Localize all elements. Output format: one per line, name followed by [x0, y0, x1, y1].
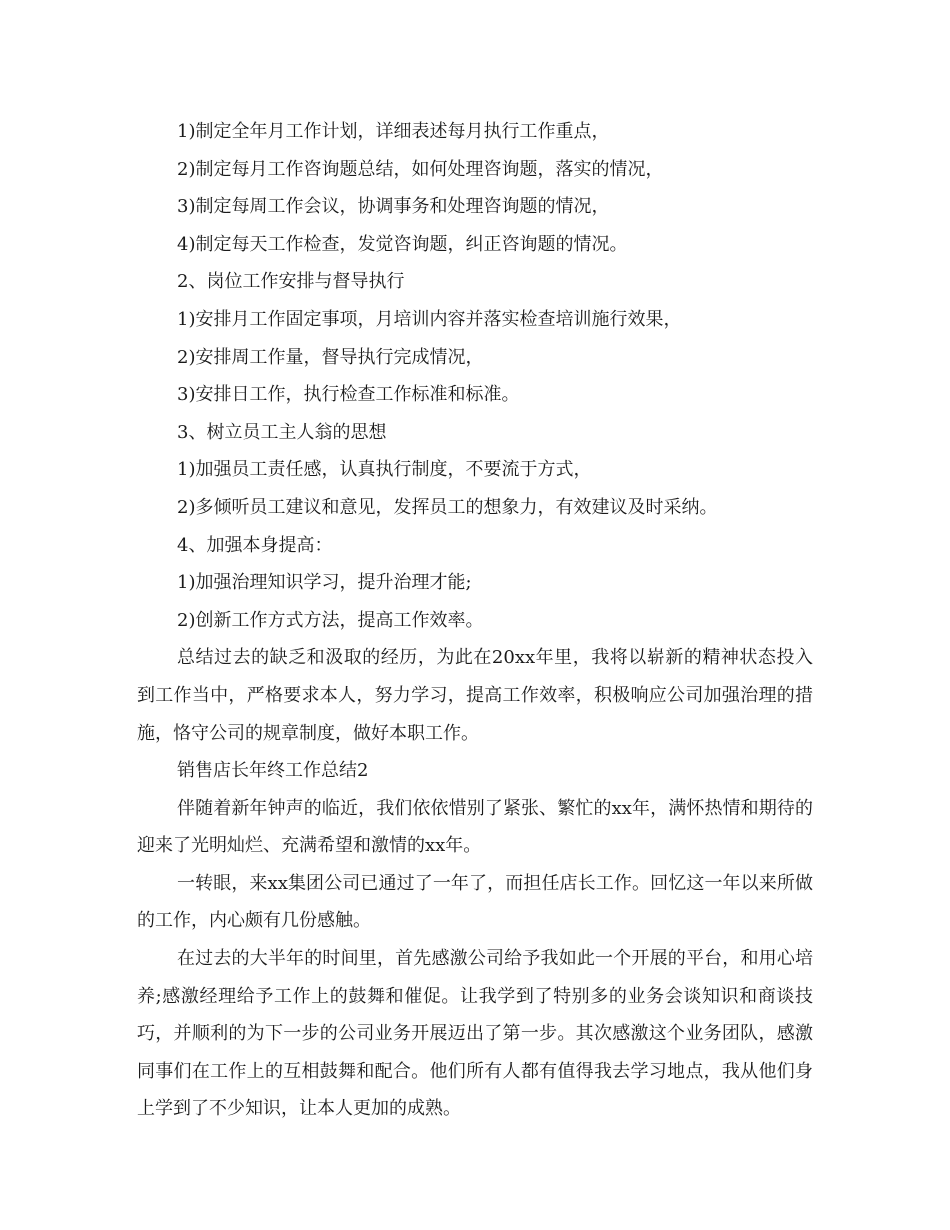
paragraph-gratitude: 在过去的大半年的时间里，首先感激公司给予我如此一个开展的平台，和用心培养;感激经理给予工作上的鼓舞和催促。让我学到了特别多的业务会谈知识和商谈技巧，并顺利的为下一步的公司业务开展迈出了第一步。其次感激这个业务团队，感激同事们在工作上的互相鼓舞和配合。他们所有人都有值得我去学习地点，我从他们身上学到了不少知识，让本人更加的成熟。: [137, 948, 813, 1120]
staff-item-1: 1)加强员工责任感，认真执行制度，不要流于方式，: [177, 459, 592, 481]
plan-item-1: 1)制定全年月工作计划，详细表述每月执行工作重点，: [177, 121, 610, 142]
document-body: [137, 113, 813, 1128]
paragraph-one-year: 一转眼，来xx集团公司已通过了一年了，而担任店长工作。回忆这一年以来所做的工作，内心颇有几份感触。: [137, 872, 813, 932]
improve-item-1: 1)加强治理知识学习，提升治理才能;: [177, 572, 472, 594]
plan-item-2: 2)制定每月工作咨询题总结，如何处理咨询题，落实的情况，: [177, 158, 664, 180]
paragraph-new-year: 伴随着新年钟声的临近，我们依依惜别了紧张、繁忙的xx年，满怀热情和期待的迎来了光明灿烂、充满希望和激情的xx年。: [137, 797, 813, 857]
arrangement-item-3: 3)安排日工作，执行检查工作标准和标准。: [177, 384, 520, 406]
section-heading-4: 4、加强本身提高：: [177, 534, 333, 556]
plan-item-4: 4)制定每天工作检查，发觉咨询题，纠正咨询题的情况。: [177, 233, 628, 255]
arrangement-item-1: 1)安排月工作固定事项，月培训内容并落实检查培训施行效果，: [177, 308, 682, 330]
section-heading-2: 2、岗位工作安排与督导执行: [177, 271, 405, 293]
plan-item-3: 3)制定每周工作会议，协调事务和处理咨询题的情况，: [177, 196, 610, 218]
section-title: 销售店长年终工作总结2: [177, 760, 369, 782]
improve-item-2: 2)创新工作方式方法，提高工作效率。: [177, 609, 484, 631]
section-heading-3: 3、树立员工主人翁的思想: [177, 421, 387, 443]
staff-item-2: 2)多倾听员工建议和意见，发挥员工的想象力，有效建议及时采纳。: [177, 496, 718, 518]
arrangement-item-2: 2)安排周工作量，督导执行完成情况，: [177, 346, 484, 368]
summary-paragraph: 总结过去的缺乏和汲取的经历，为此在20xx年里，我将以崭新的精神状态投入到工作当中，严格要求本人，努力学习，提高工作效率，积极响应公司加强治理的措施，恪守公司的规章制度，做好本职工作。: [137, 647, 813, 744]
